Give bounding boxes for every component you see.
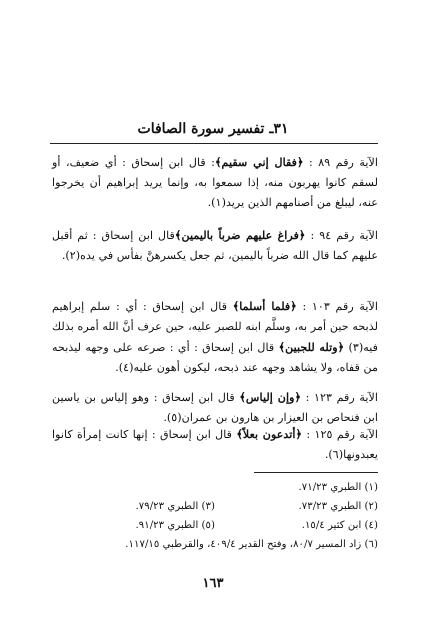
footnotes: [52, 478, 378, 554]
verse-commentary-103: [52, 296, 378, 378]
commentary-text: قال ابن إسحاق : وهو إلياس بن ياسين ابن فنحاص بن العيزار بن هارون بن عمران: [52, 391, 378, 424]
footnote-divider: [254, 472, 378, 473]
commentary-text: : قال ابن إسحاق : أي ضعيف، أو لسقم كانوا يهربون منه، إذا سمعوا به، وإنما يريد إبراهيم أن يخرجوا عنه، ليبلغ من أصنامهم الذين يريد: [52, 156, 378, 209]
commentary-text: قال ابن إسحاق : أي : سلم إبراهيم لذبحه حين أمر به، وسلَّم ابنه للصبر عليه، حين عرف أنَّ الله أمره بذلك فيه: [52, 300, 378, 354]
footnote: (١) الطبري ٧١/٢٣.: [298, 482, 378, 493]
page-number: ١٦٣: [202, 576, 224, 591]
footnote-row: [52, 516, 378, 535]
commentary-text: قال ابن إسحاق : إنها كانت إمرأة كانوا يعبدونها: [52, 428, 378, 461]
commentary-text: قال ابن إسحاق : ثم أقبل عليهم كما قال الله ضرباً باليمين، ثم جعل يكسرهنَّ بفأس في يده: [52, 229, 378, 262]
verse-commentary-125: [52, 424, 378, 465]
quranic-verse: ﴿فلما أسلما﴾: [232, 299, 297, 313]
verse-number: الآية رقم ٨٩ :: [303, 156, 378, 169]
quranic-verse: ﴿فقال إني سقيم﴾: [214, 155, 304, 169]
footnote: (٤) ابن كثير ١٥/٤.: [301, 520, 378, 531]
footnote-ref: (٣): [344, 341, 364, 354]
commentary-text: قال ابن إسحاق : أي : صرعه على وجهه ليذبحه من قفاه، ولا يشاهد وجهه عند ذبحه، ليكون أهون عليه: [52, 341, 378, 374]
footnote-row: [52, 478, 378, 497]
verse-commentary-123: [52, 387, 378, 428]
verse-number: الآية رقم ٩٤ :: [305, 229, 378, 242]
footnote: (٢) الطبري ٧٣/٢٣.: [298, 501, 378, 512]
footnote-ref: (٦).: [324, 448, 344, 461]
verse-commentary-89: [52, 152, 378, 213]
quranic-verse: ﴿أتدعون بعلاً﴾: [236, 427, 303, 441]
title-divider: [50, 143, 378, 144]
footnote-ref: (٢).: [61, 249, 81, 262]
verse-number: الآية رقم ١٠٣ :: [296, 300, 378, 313]
quranic-verse: ﴿فراغ عليهم ضرباً باليمين﴾: [174, 228, 306, 242]
chapter-title: ٣١ـ تفسير سورة الصافات: [137, 121, 289, 137]
footnote: (٦) زاد المسير ٨٠/٧، وفتح القدير ٤٠٩/٤، والقرطبي ١١٧/١٥.: [125, 539, 378, 550]
quranic-verse: ﴿وإن إلياس﴾: [239, 390, 302, 404]
footnote-row: [52, 497, 378, 516]
footnote-ref: (٥).: [163, 411, 182, 424]
verse-number: الآية رقم ١٢٥ :: [302, 428, 378, 441]
quranic-verse: ﴿وتله للجبين﴾: [278, 340, 345, 354]
footnote-row: [52, 535, 378, 554]
footnote-ref: (٤).: [115, 361, 134, 374]
verse-number: الآية رقم ١٢٣ :: [301, 391, 378, 404]
footnote: (٣) الطبري ٧٩/٢٣.: [135, 501, 215, 512]
verse-commentary-94: [52, 225, 378, 266]
footnote-ref: (١).: [207, 196, 226, 209]
footnote: (٥) الطبري ٩١/٢٣.: [135, 520, 215, 531]
